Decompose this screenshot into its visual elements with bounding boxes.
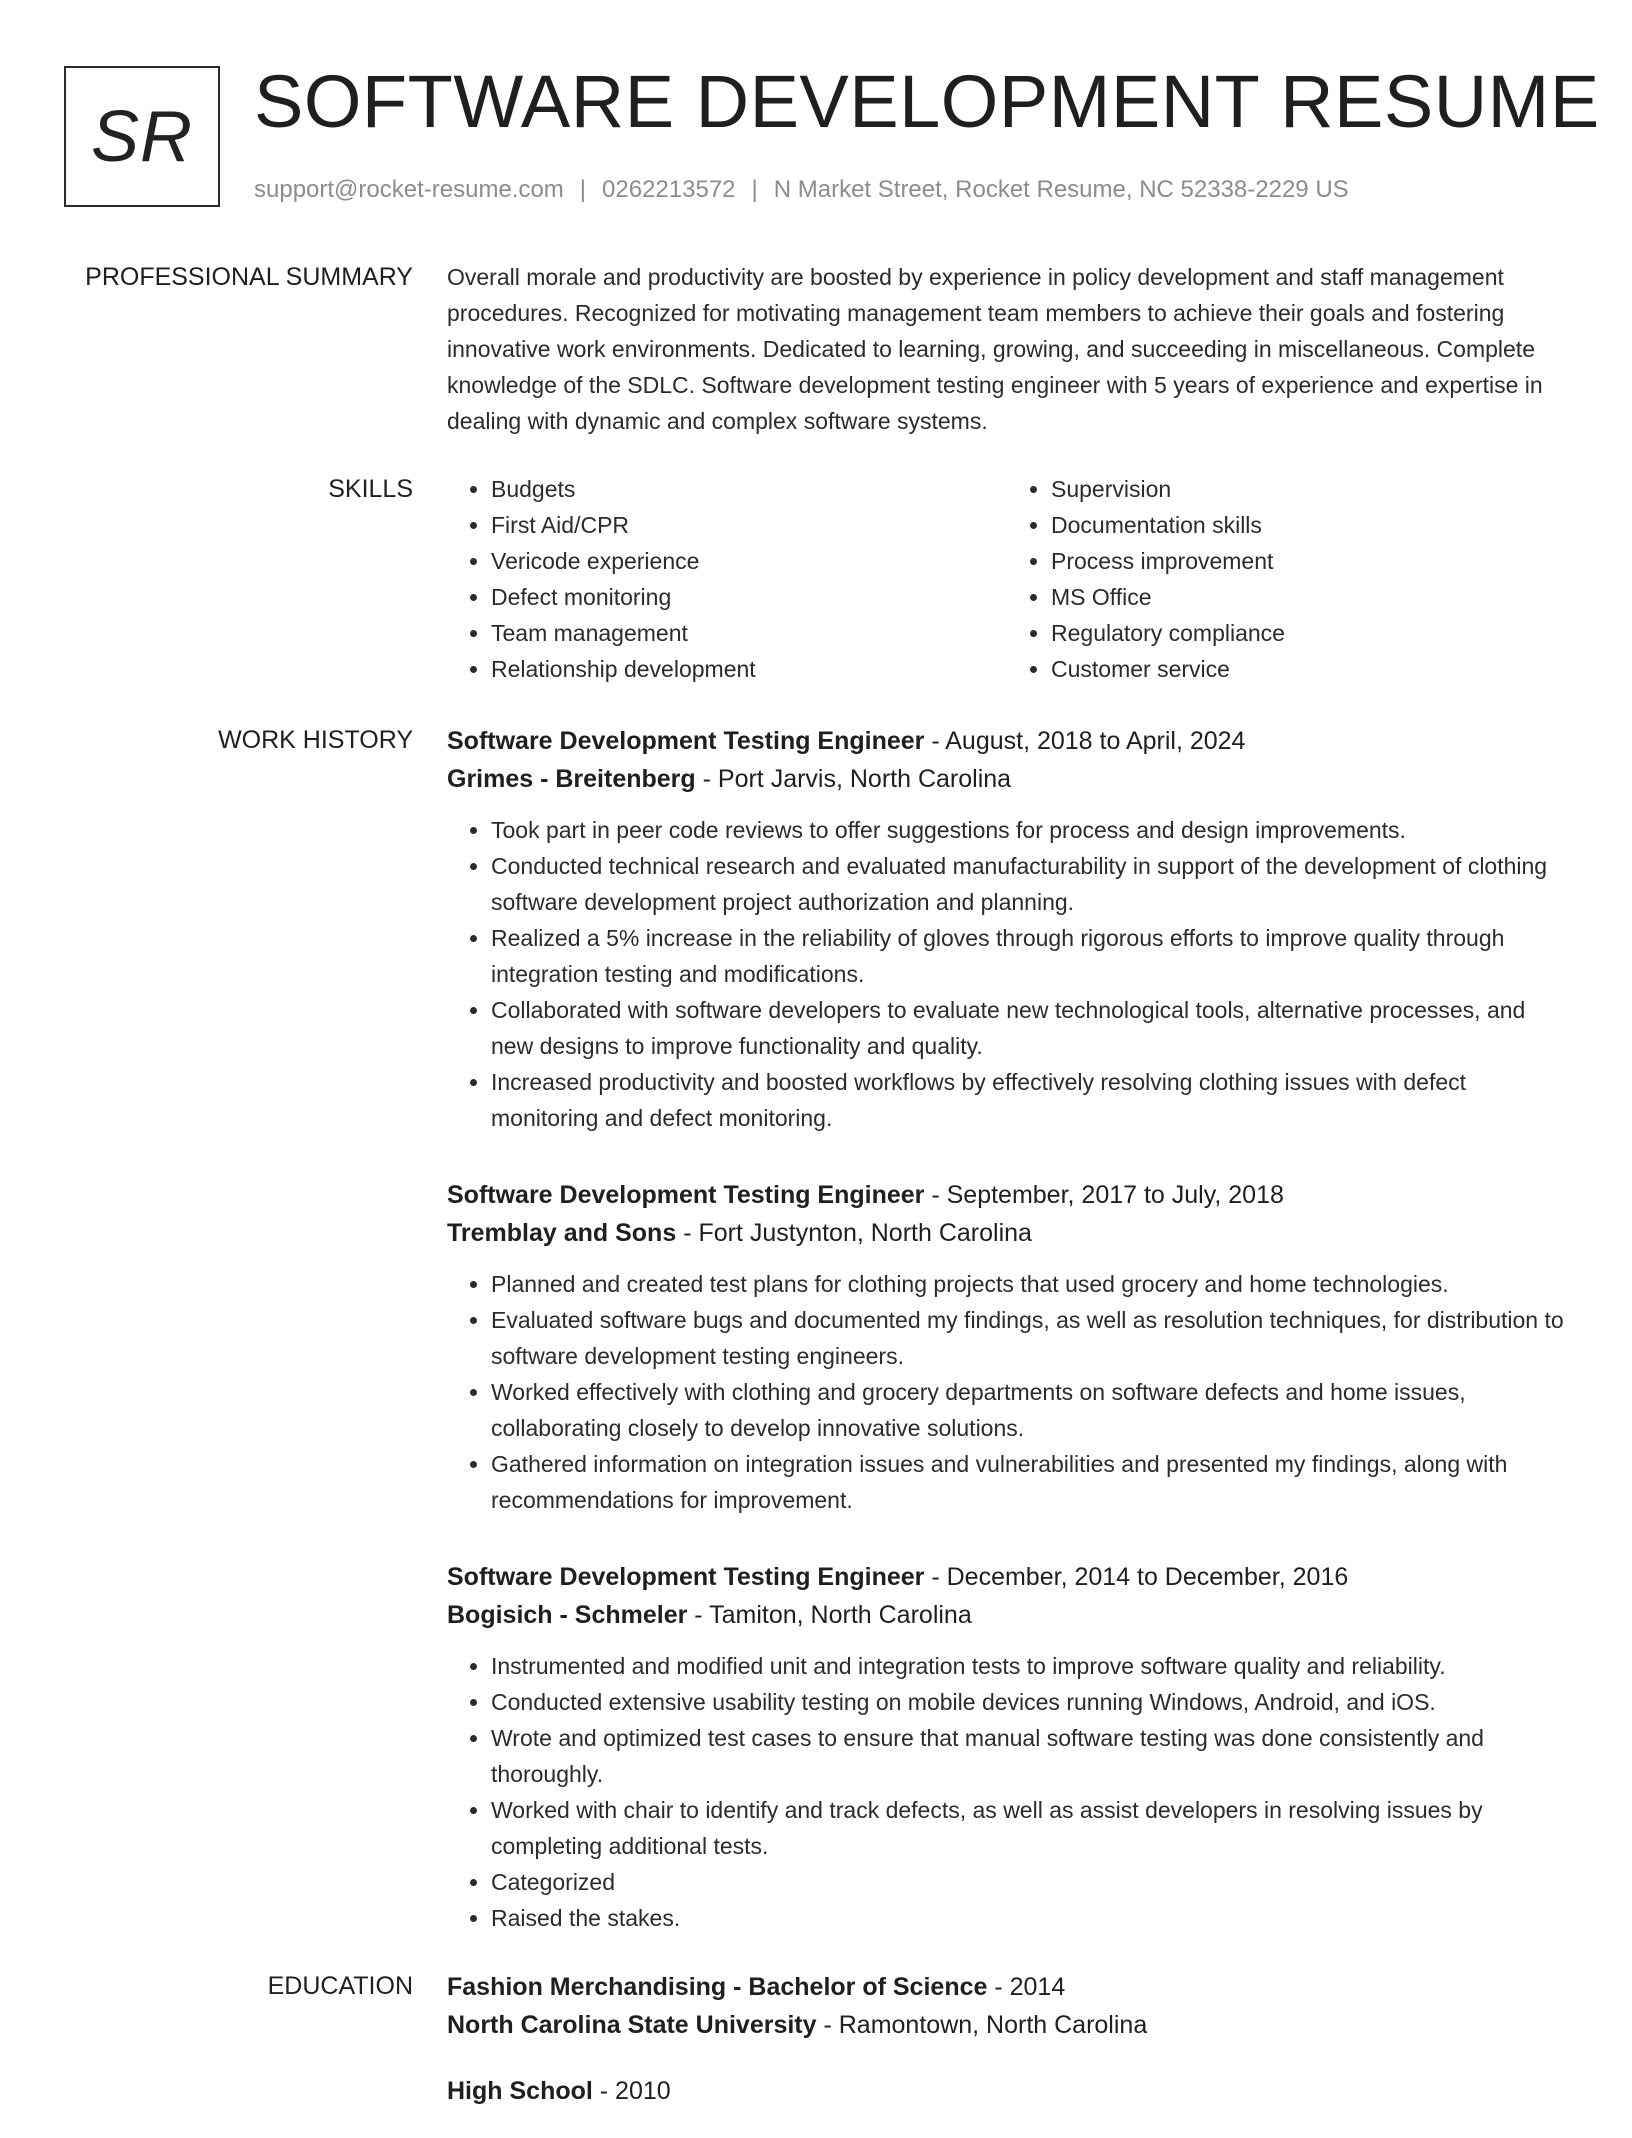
job-bullets: [447, 1648, 1567, 1936]
contact-separator: |: [751, 176, 758, 203]
job-location: - Fort Justynton, North Carolina: [676, 1219, 1032, 1247]
education-school-line: [447, 2006, 1567, 2044]
education-degree-line: [447, 1968, 1567, 2006]
education-location: - Ramontown, North Carolina: [816, 2011, 1148, 2039]
skill-item: • Regulatory compliance: [1051, 615, 1567, 651]
job-bullet: • Worked effectively with clothing and grocery departments on software defects and home issues, collaborating closely to develop innovative solutions.: [491, 1374, 1567, 1446]
job-bullet: • Worked with chair to identify and track defects, as well as assist developers in resolving issues by completing additional tests.: [491, 1792, 1567, 1864]
job-title-line: [447, 1176, 1567, 1214]
job-bullet: • Increased productivity and boosted workflows by effectively resolving clothing issues with defect monitoring and defect monitoring.: [491, 1064, 1567, 1136]
job-dates: - September, 2017 to July, 2018: [924, 1181, 1284, 1209]
work-body: [447, 722, 1567, 1976]
job-company: Bogisich - Schmeler: [447, 1601, 688, 1629]
contact-line: [254, 174, 1349, 206]
job-bullet: • Instrumented and modified unit and integration tests to improve software quality and reliability.: [491, 1648, 1567, 1684]
job-company-line: [447, 1214, 1567, 1252]
job-dates: - August, 2018 to April, 2024: [924, 727, 1246, 755]
summary-body: [447, 259, 1567, 439]
job-entry: [447, 1558, 1567, 1936]
education-degree-line: [447, 2072, 1567, 2110]
skills-list-right: [1007, 471, 1567, 687]
job-title: Software Development Testing Engineer: [447, 1563, 925, 1591]
education-entry: [447, 2072, 1567, 2110]
job-location: - Tamiton, North Carolina: [687, 1601, 972, 1629]
skill-item: • Supervision: [1051, 471, 1567, 507]
job-company-line: [447, 760, 1567, 798]
skills-label: SKILLS: [328, 475, 413, 503]
monogram-logo: SR: [64, 66, 220, 207]
job-bullet: • Wrote and optimized test cases to ensure that manual software testing was done consistently and thoroughly.: [491, 1720, 1567, 1792]
job-dates: - December, 2014 to December, 2016: [924, 1563, 1349, 1591]
education-body: [447, 1968, 1567, 2138]
job-location: - Port Jarvis, North Carolina: [695, 765, 1012, 793]
job-title: Software Development Testing Engineer: [447, 1181, 925, 1209]
skill-item: • Team management: [491, 615, 1007, 651]
education-year: - 2014: [987, 1973, 1066, 2001]
skills-body: [447, 471, 1567, 687]
job-title-line: [447, 1558, 1567, 1596]
education-school: North Carolina State University: [447, 2011, 817, 2039]
job-company: Grimes - Breitenberg: [447, 765, 696, 793]
job-company: Tremblay and Sons: [447, 1219, 677, 1247]
education-degree: Fashion Merchandising - Bachelor of Science: [447, 1973, 988, 2001]
job-bullets: [447, 812, 1567, 1136]
job-bullet: • Categorized: [491, 1864, 1567, 1900]
job-bullet: • Planned and created test plans for clothing projects that used grocery and home technologies.: [491, 1266, 1567, 1302]
contact-phone: 0262213572: [602, 176, 736, 203]
job-bullet: • Realized a 5% increase in the reliability of gloves through rigorous efforts to improve quality through integration testing and modifications.: [491, 920, 1567, 992]
job-bullet: • Conducted technical research and evaluated manufacturability in support of the development of clothing software development project authorization and planning.: [491, 848, 1567, 920]
resume-title: SOFTWARE DEVELOPMENT RESUME: [254, 60, 1600, 143]
work-label: WORK HISTORY: [218, 726, 413, 754]
job-bullet: • Raised the stakes.: [491, 1900, 1567, 1936]
summary-label: PROFESSIONAL SUMMARY: [85, 263, 413, 291]
skill-item: • Budgets: [491, 471, 1007, 507]
job-bullet: • Gathered information on integration issues and vulnerabilities and presented my findings, along with recommendations for improvement.: [491, 1446, 1567, 1518]
education-year: - 2010: [592, 2077, 671, 2105]
contact-separator: |: [579, 176, 587, 203]
job-entry: [447, 722, 1567, 1136]
education-entry: [447, 1968, 1567, 2044]
job-bullet: • Took part in peer code reviews to offer suggestions for process and design improvements.: [491, 812, 1567, 848]
skill-item: • Customer service: [1051, 651, 1567, 687]
contact-address: N Market Street, Rocket Resume, NC 52338-2229 US: [773, 176, 1349, 203]
skill-item: • Process improvement: [1051, 543, 1567, 579]
education-degree: High School: [447, 2077, 593, 2105]
skill-item: • Vericode experience: [491, 543, 1007, 579]
education-label: EDUCATION: [267, 1972, 413, 2000]
job-title: Software Development Testing Engineer: [447, 727, 925, 755]
job-title-line: [447, 722, 1567, 760]
job-bullet: • Conducted extensive usability testing on mobile devices running Windows, Android, and iOS.: [491, 1684, 1567, 1720]
summary-text: Overall morale and productivity are boosted by experience in policy development and staff management procedures. Recognized for motivating management team members to achieve their goals and fostering innovative work environments. Dedicated to learning, growing, and succeeding in miscellaneous. Complete knowledge of the SDLC. Software development testing engineer with 5 years of experience and expertise in dealing with dynamic and complex software systems.: [447, 264, 1543, 434]
job-bullet: • Collaborated with software developers to evaluate new technological tools, alternative processes, and new designs to improve functionality and quality.: [491, 992, 1567, 1064]
skill-item: • First Aid/CPR: [491, 507, 1007, 543]
contact-email: support@rocket-resume.com: [254, 176, 564, 203]
skill-item: • MS Office: [1051, 579, 1567, 615]
job-entry: [447, 1176, 1567, 1518]
job-bullets: [447, 1266, 1567, 1518]
job-bullet: • Evaluated software bugs and documented my findings, as well as resolution techniques, for distribution to software development testing engineers.: [491, 1302, 1567, 1374]
skills-list-left: [447, 471, 1007, 687]
job-company-line: [447, 1596, 1567, 1634]
skill-item: • Relationship development: [491, 651, 1007, 687]
skill-item: • Defect monitoring: [491, 579, 1007, 615]
skill-item: • Documentation skills: [1051, 507, 1567, 543]
